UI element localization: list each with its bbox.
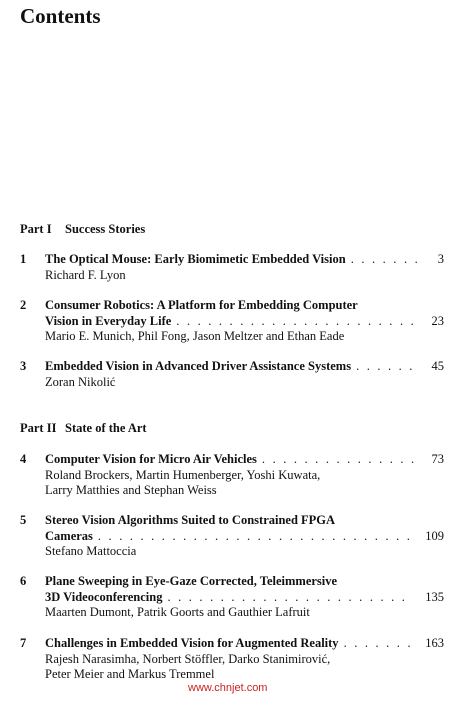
page-number: 23 [431,313,444,328]
chapter-authors: Rajesh Narasimha, Norbert Stöffler, Darko Stanimirović, [45,651,331,666]
page-number: 163 [425,636,444,650]
page-number: 3 [437,252,444,266]
dot-leader [171,314,417,330]
chapter-title[interactable]: Consumer Robotics: A Platform for Embedding Computer [45,298,358,312]
chapter-title[interactable]: The Optical Mouse: Early Biomimetic Embedded Vision [45,252,346,266]
chapter-title[interactable]: Plane Sweeping in Eye-Gaze Corrected, Teleimmersive [45,574,338,588]
chapter-number: 2 [20,298,27,312]
toc-entry-5[interactable] [20,513,444,560]
page-title: Contents [20,4,101,28]
toc-entry-4[interactable] [20,452,444,499]
chapter-number: 1 [20,252,27,266]
chapter-authors: Stefano Mattoccia [45,544,137,558]
chapter-number: 4 [20,452,27,466]
chapter-authors-continued: Larry Matthies and Stephan Weiss [45,483,217,497]
toc-entry-7[interactable] [20,636,444,683]
chapter-number: 7 [20,636,27,650]
page-number: 135 [425,589,444,604]
part-heading-2 [20,421,147,436]
dot-leader [351,359,417,375]
chapter-number: 5 [20,513,27,527]
chapter-authors: Maarten Dumont, Patrik Goorts and Gauthier Lafruit [45,605,310,619]
chapter-number: 3 [20,359,27,373]
chapter-title[interactable]: Computer Vision for Micro Air Vehicles [45,452,257,466]
toc-entry-3[interactable] [20,359,444,390]
part-label: Part II [20,421,57,435]
dot-leader [257,452,418,468]
chapter-title-continued[interactable]: Vision in Everyday Life [45,313,172,328]
chapter-authors: Roland Brockers, Martin Humenberger, Yoshi Kuwata, [45,467,321,482]
chapter-title[interactable]: Stereo Vision Algorithms Suited to Constrained FPGA [45,513,336,527]
chapter-authors: Richard F. Lyon [45,267,126,282]
dot-leader [346,252,424,268]
toc-entry-1[interactable] [20,252,444,283]
watermark-text: www.chnjet.com [188,682,268,694]
page-number: 45 [431,359,444,373]
toc-entry-2[interactable] [20,298,444,345]
dot-leader [93,529,411,545]
chapter-title-continued[interactable]: 3D Videoconferencing [45,589,163,604]
chapter-title-continued[interactable]: Cameras [45,528,93,543]
chapter-authors: Zoran Nikolić [45,374,116,389]
toc-entry-6[interactable] [20,574,444,621]
dot-leader [162,590,411,606]
chapter-title[interactable]: Challenges in Embedded Vision for Augmented Reality [45,636,339,650]
part-label: Part I [20,222,52,236]
dot-leader [339,636,412,652]
part-heading-1 [20,222,145,237]
chapter-title[interactable]: Embedded Vision in Advanced Driver Assistance Systems [45,359,352,373]
chapter-authors: Mario E. Munich, Phil Fong, Jason Meltzer and Ethan Eade [45,329,345,343]
part-title: Success Stories [65,222,146,236]
chapter-authors-continued: Peter Meier and Markus Tremmel [45,667,215,681]
chapter-number: 6 [20,574,27,588]
page-number: 109 [425,528,444,543]
part-title: State of the Art [65,421,147,435]
page-number: 73 [431,452,444,466]
